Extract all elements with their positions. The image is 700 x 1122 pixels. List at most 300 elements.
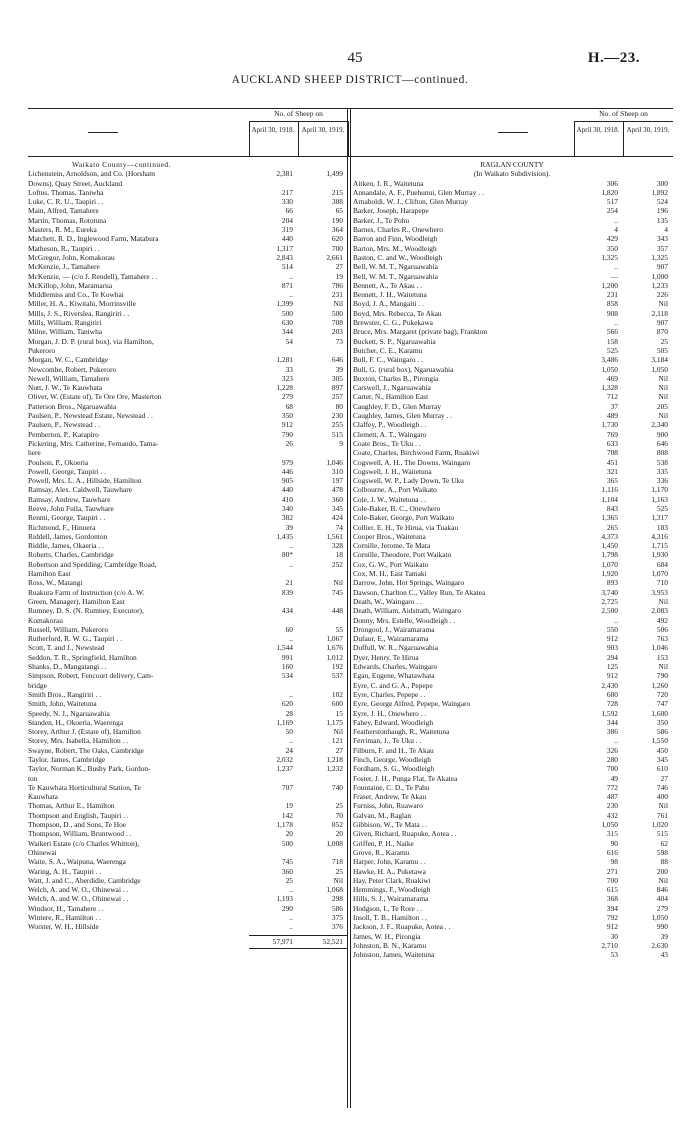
sheep-1918: 344 bbox=[606, 717, 618, 727]
sheep-1919: 73 bbox=[335, 336, 343, 346]
table-row bbox=[28, 411, 348, 420]
table-row bbox=[353, 709, 673, 718]
owner-name: Smith Bros., Rangiriri . . bbox=[28, 689, 102, 699]
sheep-1919: Nil bbox=[658, 801, 668, 811]
sheep-1919: 1,218 bbox=[326, 755, 343, 764]
table-row bbox=[353, 327, 673, 336]
owner-name: Bennett, A., Te Akau . . bbox=[353, 280, 423, 290]
sheep-1918: 53 bbox=[610, 950, 618, 960]
sheep-1919: 308 bbox=[331, 197, 343, 207]
sheep-count-group-header: No. of Sheep on bbox=[599, 109, 648, 118]
sheep-1919: 357 bbox=[656, 243, 668, 253]
column-header-left bbox=[28, 108, 348, 156]
table-row bbox=[353, 755, 673, 764]
sheep-1919: 360 bbox=[331, 494, 343, 504]
sheep-1918: 620 bbox=[281, 699, 293, 709]
table-row bbox=[28, 625, 348, 634]
sheep-1918: .. bbox=[289, 736, 293, 746]
sheep-1919: Nil bbox=[658, 662, 668, 672]
table-row bbox=[353, 718, 673, 727]
owner-name: Milne, William, Taniwha bbox=[28, 327, 103, 337]
sheep-1918: 306 bbox=[606, 178, 618, 188]
owner-name: Luke, C. R. U., Taupiri . . bbox=[28, 197, 104, 207]
sheep-1918: 350 bbox=[606, 243, 618, 253]
owner-name: Eyre, George Alfred, Pepepe, Waingaro bbox=[353, 699, 471, 709]
table-row bbox=[28, 337, 348, 346]
sheep-1918: 26 bbox=[285, 438, 293, 448]
sheep-1919: 2,118 bbox=[651, 308, 668, 318]
sheep-1919: 1,561 bbox=[326, 531, 343, 541]
owner-name: Bennett, J. H., Waitetuna bbox=[353, 290, 427, 300]
table-row bbox=[353, 337, 673, 346]
table-row bbox=[353, 913, 673, 922]
owner-name: Death, William, Aidstrath, Waingaro bbox=[353, 606, 462, 616]
owner-name: Baston, C. and W., Woodleigh bbox=[353, 252, 443, 262]
sheep-1919: 538 bbox=[656, 457, 668, 467]
county-subtitle: (In Waikato Subdivision). bbox=[473, 169, 551, 179]
sheep-1919: 598 bbox=[656, 847, 668, 857]
sheep-1918: 3,486 bbox=[601, 355, 618, 365]
table-row bbox=[353, 476, 673, 485]
table-row bbox=[28, 690, 348, 699]
sheep-1918: 1,281 bbox=[276, 355, 293, 365]
owner-name: McKenzie, — (c/o J. Rendell), Tamahere . . bbox=[28, 271, 158, 281]
table-row bbox=[28, 811, 348, 820]
sheep-1919: 740 bbox=[331, 782, 343, 792]
owner-name: Hay, Peter Clark, Ruakiwi bbox=[353, 875, 431, 885]
owner-name: Griffen, P. H., Naike bbox=[353, 838, 414, 848]
table-row bbox=[353, 523, 673, 532]
table-row bbox=[28, 392, 348, 401]
sheep-1919: 1,317 bbox=[651, 513, 668, 523]
table-row bbox=[353, 783, 673, 792]
sheep-1918: 912 bbox=[606, 922, 618, 932]
total-1919: 52,521 bbox=[322, 936, 343, 946]
table-row bbox=[28, 504, 348, 513]
sheep-1919: 215 bbox=[331, 187, 343, 197]
owner-name: Cornille, Jerome, Te Mata bbox=[353, 541, 431, 551]
owner-name: Roberts, Charles, Cambridge bbox=[28, 550, 114, 560]
table-row bbox=[353, 197, 673, 206]
sheep-1919: 500 bbox=[331, 308, 343, 318]
table-row bbox=[353, 736, 673, 745]
sheep-1919: 515 bbox=[656, 829, 668, 839]
column-header-right bbox=[353, 108, 673, 156]
table-row bbox=[353, 699, 673, 708]
table-row bbox=[353, 606, 673, 615]
sheep-1919: 4,316 bbox=[651, 531, 668, 541]
sheep-1919: 747 bbox=[656, 699, 668, 709]
sheep-1919: 990 bbox=[656, 922, 668, 932]
sheep-1919: 1,550 bbox=[651, 736, 668, 746]
owner-name: Featherstonhaugh, R., Waitetuna bbox=[353, 727, 450, 737]
sheep-1919: 305 bbox=[331, 373, 343, 383]
owner-name: Boyd, J. A., Mangaiti . . bbox=[353, 299, 424, 309]
owner-name: Johnston, B. N., Karamu bbox=[353, 940, 427, 950]
sheep-1919: 200 bbox=[656, 866, 668, 876]
owner-name: Edwards, Charles, Waingaro bbox=[353, 662, 438, 672]
sheep-1918: 1,193 bbox=[276, 894, 293, 904]
sheep-1919: 790 bbox=[656, 671, 668, 681]
owner-name: Fordham, S. G., Woodleigh bbox=[353, 764, 435, 774]
sheep-1918: 60 bbox=[285, 624, 293, 634]
sheep-1918: 615 bbox=[606, 885, 618, 895]
sheep-1919: 279 bbox=[656, 903, 668, 913]
owner-name: Finch, George, Woodleigh bbox=[353, 755, 431, 764]
sheep-1919: 808 bbox=[656, 448, 668, 458]
sheep-1919: 43 bbox=[660, 950, 668, 960]
owner-name: Ramsay, Andrew, Tauwhare bbox=[28, 494, 111, 504]
sheep-1918: 330 bbox=[281, 197, 293, 207]
sheep-1919: Nil bbox=[658, 299, 668, 309]
table-row bbox=[28, 671, 348, 680]
owner-name: Hemmings, F., Woodleigh bbox=[353, 885, 431, 895]
table-row bbox=[28, 448, 348, 457]
sheep-1918: .. bbox=[289, 885, 293, 895]
sheep-1918: 1,070 bbox=[601, 559, 618, 569]
owner-name: ton bbox=[28, 773, 38, 783]
table-row bbox=[353, 671, 673, 680]
sheep-1918: 321 bbox=[606, 466, 618, 476]
sheep-1918: .. bbox=[289, 559, 293, 569]
sheep-1919: 907 bbox=[656, 318, 668, 328]
table-row bbox=[28, 922, 348, 931]
sheep-1918: 500 bbox=[281, 308, 293, 318]
sheep-1919: 376 bbox=[331, 922, 343, 932]
owner-name: Caughley, F. D., Glen Murray bbox=[353, 401, 442, 411]
table-row bbox=[353, 402, 673, 411]
sheep-1919: 335 bbox=[656, 466, 668, 476]
owner-name: Thompson, D., and Sons, Te Hoe bbox=[28, 820, 127, 830]
table-row bbox=[28, 355, 348, 364]
sheep-1918: 1,544 bbox=[276, 643, 293, 653]
owner-name: Eyre, Charles, Pepepe . . bbox=[353, 689, 426, 699]
column-1919: April 30, 1919. bbox=[626, 126, 670, 134]
sheep-1918: .. bbox=[614, 736, 618, 746]
sheep-1919: 646 bbox=[656, 438, 668, 448]
owner-name: Death, W., Waingaro . . bbox=[353, 596, 422, 606]
table-row bbox=[353, 578, 673, 587]
sheep-1918: 410 bbox=[281, 494, 293, 504]
sheep-1919: 708 bbox=[331, 318, 343, 328]
owner-name: Hills, S. J., Wairamarama bbox=[353, 894, 429, 904]
center-divider-2 bbox=[350, 108, 351, 1108]
sheep-1919: 684 bbox=[656, 559, 668, 569]
owner-name: Thompson, William, Bruntwood . . bbox=[28, 829, 132, 839]
owner-name: bridge bbox=[28, 680, 47, 690]
owner-name: Coate, Charles, Birchwood Farm, Ruakiwi bbox=[353, 448, 480, 458]
table-row bbox=[28, 820, 348, 829]
sheep-1919: 1,175 bbox=[326, 717, 343, 727]
sheep-1918: 365 bbox=[606, 476, 618, 486]
table-row bbox=[28, 318, 348, 327]
owner-name: Bruce, Mrs. Margaret (private bag), Frankton bbox=[353, 327, 488, 337]
sheep-1919: 478 bbox=[331, 485, 343, 495]
table-row bbox=[353, 309, 673, 318]
owner-name: Seddon, T. R., Springfield, Hamilton bbox=[28, 652, 137, 662]
table-row bbox=[353, 792, 673, 801]
owner-name: Cogswell, J. H., Waitetuna bbox=[353, 466, 432, 476]
table-row bbox=[28, 597, 348, 606]
table-row bbox=[353, 383, 673, 392]
owner-name: Foster, J. H., Punga Flat, Te Akatea bbox=[353, 773, 458, 783]
table-row bbox=[353, 206, 673, 215]
owner-name: James, W. H., Pirongia bbox=[353, 931, 421, 941]
sheep-1918: 1,104 bbox=[601, 494, 618, 504]
sheep-1919: 183 bbox=[656, 522, 668, 532]
owner-name: Standen, H., Okoeria, Waerenga bbox=[28, 717, 124, 727]
sheep-1918: 382 bbox=[281, 513, 293, 523]
sheep-1919: 852 bbox=[331, 820, 343, 830]
table-row bbox=[28, 523, 348, 532]
owner-name: Bell, W. M. T., Ngaruawahia bbox=[353, 271, 438, 281]
table-row bbox=[28, 225, 348, 234]
sheep-1918: 279 bbox=[281, 392, 293, 402]
sheep-1919: 1,260 bbox=[651, 680, 668, 690]
page-number: 45 bbox=[347, 50, 363, 66]
sheep-1919: 102 bbox=[331, 689, 343, 699]
sheep-1918: 908 bbox=[606, 308, 618, 318]
sheep-count-group-header: No. of Sheep on bbox=[274, 109, 323, 118]
sheep-1919: 197 bbox=[331, 476, 343, 486]
sheep-1919: 1,170 bbox=[651, 485, 668, 495]
owner-name: Windsor, H., Tamahere . . bbox=[28, 903, 104, 913]
sheep-1919: Nil bbox=[333, 299, 343, 309]
table-row bbox=[353, 299, 673, 308]
owner-name: Grove, R., Karamu bbox=[353, 847, 410, 857]
sheep-1919: 4 bbox=[664, 225, 668, 235]
sheep-1918: 344 bbox=[281, 327, 293, 337]
sheep-1918: 21 bbox=[285, 578, 293, 588]
owner-name: Cox, G. W., Port Waikato bbox=[353, 559, 429, 569]
sheep-1918: 700 bbox=[606, 875, 618, 885]
table-row bbox=[353, 774, 673, 783]
owner-name: Morgan, W. C., Cambridge bbox=[28, 355, 109, 365]
table-row bbox=[353, 281, 673, 290]
owner-name: Powell, Mrs. L. A., Hillside, Hamilton bbox=[28, 476, 142, 486]
table-row bbox=[353, 262, 673, 271]
table-row bbox=[28, 699, 348, 708]
table-row bbox=[28, 588, 348, 597]
owner-name: McGregor, John, Komakorau bbox=[28, 252, 115, 262]
sheep-1918: 708 bbox=[606, 448, 618, 458]
sheep-1919: 1,930 bbox=[651, 550, 668, 560]
owner-name: Fountaine, C. D., Te Pahu bbox=[353, 782, 430, 792]
sheep-1918: 469 bbox=[606, 373, 618, 383]
table-row bbox=[353, 634, 673, 643]
table-row bbox=[353, 867, 673, 876]
table-row bbox=[28, 718, 348, 727]
sheep-1918: 30 bbox=[610, 931, 618, 941]
table-row bbox=[28, 290, 348, 299]
table-row bbox=[28, 179, 348, 188]
table-row bbox=[28, 560, 348, 569]
owner-name: Rumney, D. S. (N. Rumney, Executor), bbox=[28, 606, 144, 616]
sheep-1918: 160 bbox=[281, 662, 293, 672]
table-row bbox=[353, 504, 673, 513]
sheep-1918: 33 bbox=[285, 364, 293, 374]
table-row bbox=[28, 420, 348, 429]
owner-name: Richmond, F., Hinuera bbox=[28, 522, 96, 532]
sheep-1918: 728 bbox=[606, 699, 618, 709]
owner-name: Boyd, Mrs. Rebecca, Te Akau bbox=[353, 308, 442, 318]
table-row bbox=[28, 253, 348, 262]
table-row bbox=[28, 606, 348, 615]
sheep-1918: 1,820 bbox=[601, 187, 618, 197]
sheep-1919: 153 bbox=[656, 652, 668, 662]
table-row bbox=[28, 569, 348, 578]
sheep-1918: 2,032 bbox=[276, 755, 293, 764]
sheep-1919: 39 bbox=[660, 931, 668, 941]
sheep-1918: 2,381 bbox=[276, 169, 293, 179]
sheep-1919: 205 bbox=[656, 401, 668, 411]
sheep-1918: 1,237 bbox=[276, 764, 293, 774]
sheep-1918: 1,399 bbox=[276, 299, 293, 309]
table-row bbox=[353, 458, 673, 467]
sheep-1919: 620 bbox=[331, 234, 343, 244]
table-row bbox=[353, 365, 673, 374]
sheep-1918: 905 bbox=[281, 476, 293, 486]
sheep-1919: 74 bbox=[335, 522, 343, 532]
sheep-1919: 492 bbox=[656, 615, 668, 625]
sheep-1918: 50 bbox=[285, 727, 293, 737]
table-row bbox=[353, 234, 673, 243]
table-row bbox=[353, 420, 673, 429]
owner-name: Donny, Mrs. Estelle, Woodleigh . . bbox=[353, 615, 456, 625]
sheep-1919: Nil bbox=[333, 727, 343, 737]
sheep-1919: 720 bbox=[656, 689, 668, 699]
owner-name: Welch, A. and W. O., Ohinewai . . bbox=[28, 885, 129, 895]
sheep-1918: 700 bbox=[606, 764, 618, 774]
table-row bbox=[353, 225, 673, 234]
owner-name: Arnaboldi, W. J., Clifton, Glen Murray bbox=[353, 197, 468, 207]
sheep-1919: Nil bbox=[333, 875, 343, 885]
table-row bbox=[353, 616, 673, 625]
sheep-1919: 846 bbox=[656, 885, 668, 895]
sheep-1918: 451 bbox=[606, 457, 618, 467]
owner-name: Cox, M. H., East Tamaki bbox=[353, 569, 427, 579]
sheep-1918: 1,050 bbox=[601, 364, 618, 374]
sheep-1918: 772 bbox=[606, 782, 618, 792]
table-row bbox=[353, 681, 673, 690]
sheep-1918: 360 bbox=[281, 866, 293, 876]
owner-name: Shanks, D., Mangatangi . . bbox=[28, 662, 107, 672]
column-1918: April 30, 1918. bbox=[576, 126, 620, 134]
sheep-1919: 15 bbox=[335, 708, 343, 718]
sheep-1918: 1,365 bbox=[601, 513, 618, 523]
sheep-1919: 27 bbox=[660, 773, 668, 783]
sheep-1918: .. bbox=[614, 215, 618, 225]
table-row bbox=[353, 253, 673, 262]
sheep-1918: 1,328 bbox=[601, 383, 618, 393]
sheep-1919: 907 bbox=[656, 262, 668, 272]
table-row bbox=[28, 746, 348, 755]
owner-name: Egan, Eugene, Whatawhata bbox=[353, 671, 435, 681]
sheep-1918: 903 bbox=[606, 643, 618, 653]
table-row bbox=[28, 476, 348, 485]
owner-name: Annandale, A. F., Puehunui, Glen Murray . . bbox=[353, 187, 484, 197]
owner-name: Taylor, Norman K., Bushy Park, Gordon- bbox=[28, 764, 151, 774]
table-row bbox=[28, 467, 348, 476]
sheep-1918: 745 bbox=[281, 857, 293, 867]
sheep-1919: 761 bbox=[656, 810, 668, 820]
table-row bbox=[28, 634, 348, 643]
sheep-1918: 368 bbox=[606, 894, 618, 904]
sheep-1919: 252 bbox=[331, 559, 343, 569]
owner-name: Carswell, J., Ngaruawahia bbox=[353, 383, 431, 393]
owner-name: Simpson, Robert, Fencourt delivery, Cam- bbox=[28, 671, 154, 681]
sheep-1918: 386 bbox=[606, 727, 618, 737]
sheep-1919: 18 bbox=[335, 550, 343, 560]
owner-name: Middlemiss and Co., Te Kowhai bbox=[28, 290, 124, 300]
sheep-1918: 792 bbox=[606, 913, 618, 923]
sheep-1918: 440 bbox=[281, 485, 293, 495]
table-row bbox=[353, 346, 673, 355]
sheep-1919: 310 bbox=[331, 466, 343, 476]
sheep-1919: 450 bbox=[656, 745, 668, 755]
name-column-dash bbox=[498, 132, 528, 133]
owner-name: Robertson and Spedding, Cambridge Road, bbox=[28, 559, 157, 569]
sheep-1918: 20 bbox=[285, 829, 293, 839]
table-row bbox=[28, 616, 348, 625]
sheep-1918: 1,200 bbox=[601, 280, 618, 290]
table-row bbox=[353, 932, 673, 941]
table-row bbox=[28, 197, 348, 206]
owner-name: Russell, William, Pukeroro bbox=[28, 624, 109, 634]
table-row bbox=[28, 169, 348, 178]
owner-name: Collier, E. H., Te Hirua, via Tuakau bbox=[353, 522, 459, 532]
sheep-1918: 446 bbox=[281, 466, 293, 476]
sheep-1918: .. bbox=[614, 318, 618, 328]
sheep-1919: 226 bbox=[656, 290, 668, 300]
table-row bbox=[28, 578, 348, 587]
sheep-1919: 1,068 bbox=[326, 885, 343, 895]
owner-name: Waite, S. A., Waipuna, Waerenga bbox=[28, 857, 126, 867]
sheep-1918: 319 bbox=[281, 225, 293, 235]
table-row bbox=[353, 941, 673, 950]
table-row bbox=[353, 597, 673, 606]
sheep-1918: 1,317 bbox=[276, 243, 293, 253]
right-half-table bbox=[353, 108, 673, 960]
owner-name: Lichenstein, Arnoldson, and Co. (Horsham bbox=[28, 169, 156, 179]
sheep-1918: 680 bbox=[606, 689, 618, 699]
table-row bbox=[353, 541, 673, 550]
owner-name: Given, Richard, Ruapuke, Aotea . . bbox=[353, 829, 457, 839]
owner-name: Newcombe, Robert, Pukeroro bbox=[28, 364, 117, 374]
sheep-1919: 746 bbox=[656, 782, 668, 792]
table-row bbox=[353, 569, 673, 578]
owner-name: Dufaur, E., Wairamarama bbox=[353, 634, 429, 644]
table-row bbox=[353, 439, 673, 448]
sheep-1918: 4 bbox=[614, 225, 618, 235]
table-row bbox=[28, 309, 348, 318]
owner-name: Hawke, H. A., Puketawa bbox=[353, 866, 426, 876]
sheep-1919: 70 bbox=[335, 810, 343, 820]
column-1919: April 30, 1919. bbox=[301, 126, 345, 134]
sheep-1918: 566 bbox=[606, 327, 618, 337]
owner-name: Riddell, James, Gordonton bbox=[28, 531, 108, 541]
owner-name: Darrow, John, Hot Springs, Waingaro bbox=[353, 578, 465, 588]
table-row bbox=[353, 485, 673, 494]
sheep-1919: 1,050 bbox=[651, 913, 668, 923]
table-row bbox=[353, 894, 673, 903]
table-row bbox=[353, 355, 673, 364]
table-row bbox=[353, 811, 673, 820]
sheep-1918: 707 bbox=[281, 782, 293, 792]
sheep-1919: 3,953 bbox=[651, 587, 668, 597]
sheep-1918: .. bbox=[289, 271, 293, 281]
sheep-1919: Nil bbox=[333, 578, 343, 588]
